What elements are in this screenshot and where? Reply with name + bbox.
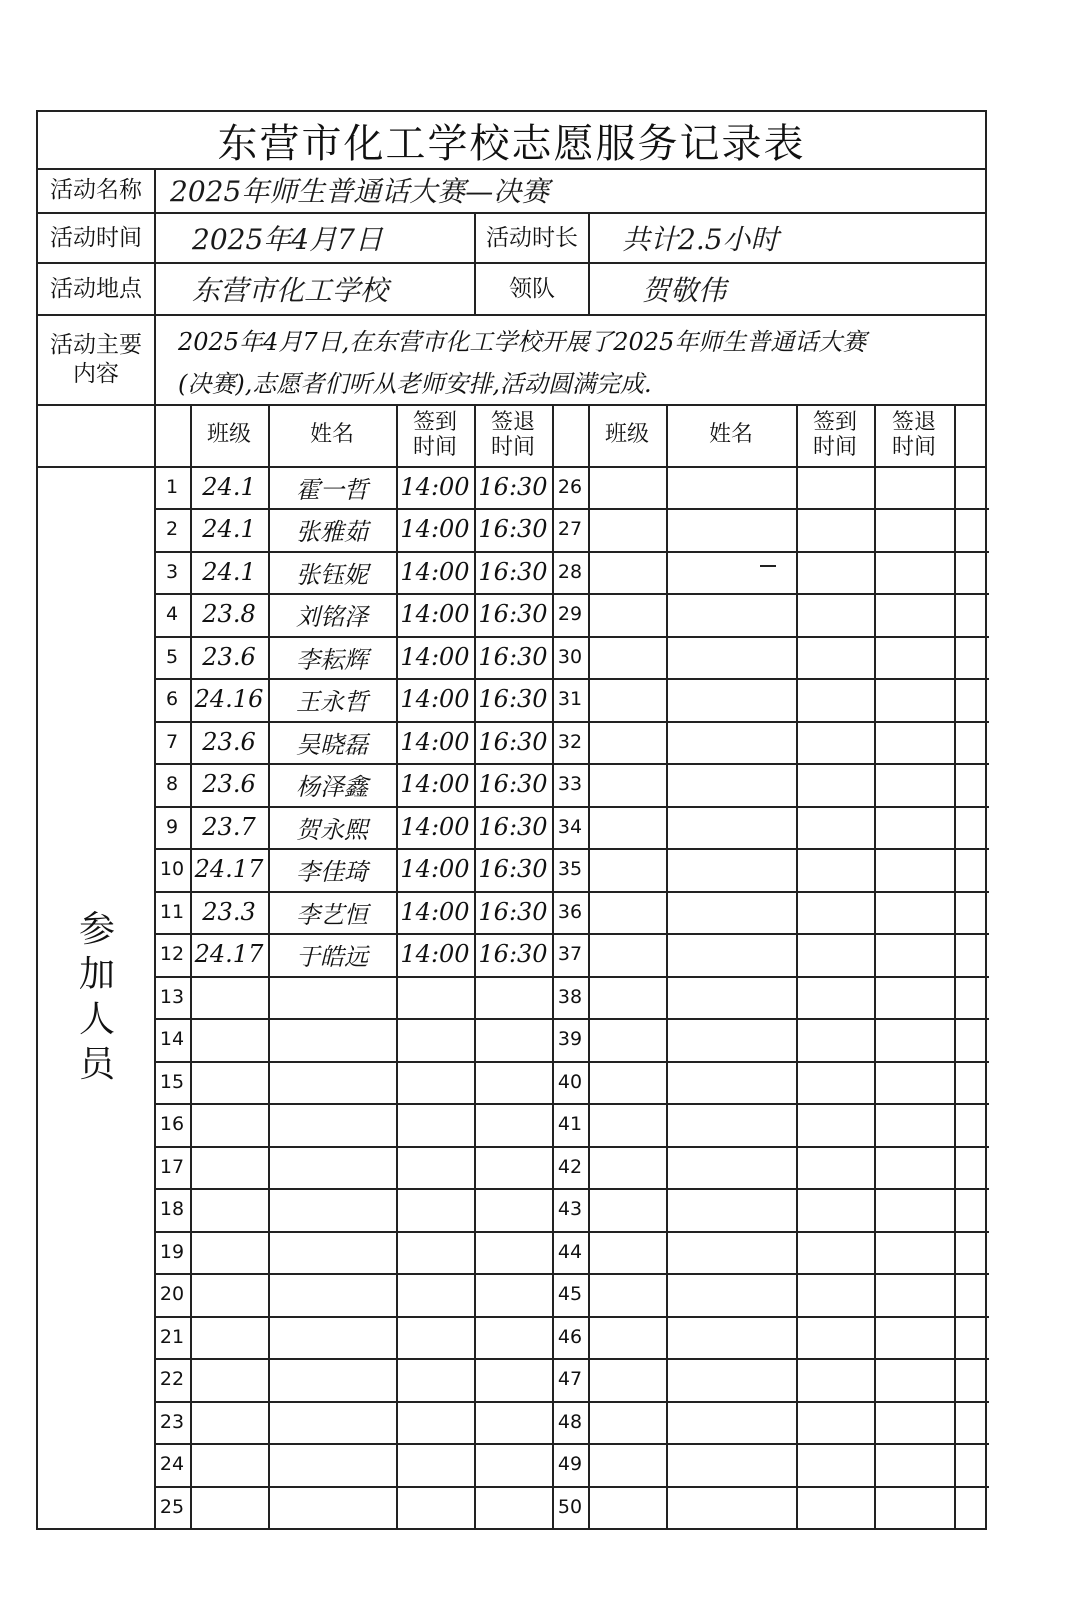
row-number: 14 bbox=[159, 1028, 185, 1050]
cell-sign-out bbox=[474, 1401, 552, 1443]
row-number: 34 bbox=[557, 816, 583, 838]
cell-name: 王永哲 bbox=[296, 687, 368, 716]
participants-label-char: 员 bbox=[78, 1044, 115, 1085]
cell-sign-out: 16:30 bbox=[478, 685, 548, 713]
cell-sign-in: 14:00 bbox=[400, 515, 470, 543]
cell-sign-in bbox=[396, 1103, 474, 1145]
row-number: 33 bbox=[557, 773, 583, 795]
cell-sign-out: 16:30 bbox=[478, 515, 548, 543]
cell-name bbox=[268, 1103, 396, 1145]
cell-sign-out bbox=[474, 1018, 552, 1060]
activity-time-label: 活动时间 bbox=[50, 224, 142, 251]
cell-sign-in: 14:00 bbox=[400, 898, 470, 926]
cell-class: 23.3 bbox=[202, 898, 256, 926]
cell-name bbox=[268, 1401, 396, 1443]
row-number: 36 bbox=[557, 901, 583, 923]
cell-class bbox=[190, 1061, 268, 1103]
cell-name bbox=[268, 976, 396, 1018]
cell-sign-in bbox=[396, 1273, 474, 1315]
cell-sign-in bbox=[396, 1018, 474, 1060]
row-number: 5 bbox=[165, 646, 179, 668]
row-number: 29 bbox=[557, 603, 583, 625]
row-number: 22 bbox=[159, 1368, 185, 1390]
cell-sign-out: 16:30 bbox=[478, 898, 548, 926]
row-number: 8 bbox=[165, 773, 179, 795]
cell-sign-in: 14:00 bbox=[400, 770, 470, 798]
row-number: 15 bbox=[159, 1071, 185, 1093]
cell-sign-out: 16:30 bbox=[478, 473, 548, 501]
cell-sign-in bbox=[396, 1061, 474, 1103]
row-number: 39 bbox=[557, 1028, 583, 1050]
cell-sign-out bbox=[474, 1273, 552, 1315]
header-sign-out-line-1: 签退 bbox=[891, 409, 936, 435]
cell-class: 23.8 bbox=[202, 600, 256, 628]
cell-name: 刘铭泽 bbox=[296, 602, 368, 631]
cell-class bbox=[190, 1018, 268, 1060]
cell-sign-in bbox=[396, 1401, 474, 1443]
row-number: 7 bbox=[165, 731, 179, 753]
pen-mark bbox=[760, 565, 776, 567]
cell-sign-out bbox=[474, 976, 552, 1018]
participants-label-char: 加 bbox=[78, 954, 115, 995]
row-number: 44 bbox=[557, 1241, 583, 1263]
row-number: 41 bbox=[557, 1113, 583, 1135]
cell-sign-in: 14:00 bbox=[400, 473, 470, 501]
cell-sign-out: 16:30 bbox=[478, 600, 548, 628]
cell-class bbox=[190, 1146, 268, 1188]
cell-sign-in: 14:00 bbox=[400, 600, 470, 628]
cell-name: 于皓远 bbox=[296, 942, 368, 971]
row-number: 26 bbox=[557, 476, 583, 498]
participants-label-char: 参 bbox=[78, 909, 115, 950]
header-sign-in bbox=[796, 404, 874, 466]
header-sign-out-line-1: 签退 bbox=[490, 409, 535, 435]
cell-sign-in: 14:00 bbox=[400, 685, 470, 713]
row-number: 17 bbox=[159, 1156, 185, 1178]
cell-class bbox=[190, 1401, 268, 1443]
row-number: 48 bbox=[557, 1411, 583, 1433]
row-number: 31 bbox=[557, 688, 583, 710]
activity-name-value: 2025年师生普通话大赛—决赛 bbox=[170, 175, 550, 208]
cell-sign-in bbox=[396, 1486, 474, 1528]
cell-sign-in bbox=[396, 1358, 474, 1400]
cell-sign-out: 16:30 bbox=[478, 855, 548, 883]
row-number: 18 bbox=[159, 1198, 185, 1220]
cell-name: 张雅茹 bbox=[296, 517, 368, 546]
cell-name bbox=[268, 1486, 396, 1528]
cell-sign-out bbox=[474, 1443, 552, 1485]
cell-class: 24.1 bbox=[202, 473, 256, 501]
row-number: 25 bbox=[159, 1496, 185, 1518]
cell-sign-in: 14:00 bbox=[400, 558, 470, 586]
content-line-1: 2025年4月7日,在东营市化工学校开展了2025年师生普通话大赛 bbox=[178, 328, 867, 356]
cell-class: 23.6 bbox=[202, 643, 256, 671]
cell-sign-in: 14:00 bbox=[400, 728, 470, 756]
cell-name bbox=[268, 1316, 396, 1358]
header-sign-in-line-1: 签到 bbox=[412, 409, 457, 435]
row-number: 38 bbox=[557, 986, 583, 1008]
cell-sign-out: 16:30 bbox=[478, 558, 548, 586]
cell-sign-in: 14:00 bbox=[400, 643, 470, 671]
leader-label: 领队 bbox=[509, 275, 555, 302]
cell-name bbox=[268, 1018, 396, 1060]
header-name: 姓名 bbox=[309, 422, 354, 448]
row-number: 28 bbox=[557, 561, 583, 583]
cell-sign-in bbox=[396, 1316, 474, 1358]
cell-name bbox=[268, 1188, 396, 1230]
header-sign-out bbox=[474, 404, 552, 466]
cell-class: 24.1 bbox=[202, 515, 256, 543]
cell-sign-in bbox=[396, 1231, 474, 1273]
row-number: 49 bbox=[557, 1453, 583, 1475]
cell-sign-out: 16:30 bbox=[478, 643, 548, 671]
cell-sign-out: 16:30 bbox=[478, 940, 548, 968]
leader-value: 贺敬伟 bbox=[642, 274, 727, 307]
header-sign-in bbox=[396, 404, 474, 466]
row-number: 40 bbox=[557, 1071, 583, 1093]
cell-name: 李艺恒 bbox=[296, 900, 368, 929]
cell-sign-out bbox=[474, 1231, 552, 1273]
cell-class bbox=[190, 1486, 268, 1528]
cell-name bbox=[268, 1061, 396, 1103]
content-label-line-2: 内容 bbox=[73, 361, 119, 387]
cell-name bbox=[268, 1273, 396, 1315]
cell-class bbox=[190, 1231, 268, 1273]
row-number: 6 bbox=[165, 688, 179, 710]
row-number: 46 bbox=[557, 1326, 583, 1348]
cell-name bbox=[268, 1146, 396, 1188]
row-number: 21 bbox=[159, 1326, 185, 1348]
location-value: 东营市化工学校 bbox=[192, 274, 389, 307]
cell-name bbox=[268, 1231, 396, 1273]
content-line-2: (决赛),志愿者们听从老师安排,活动圆满完成. bbox=[178, 370, 652, 398]
cell-class bbox=[190, 976, 268, 1018]
cell-name: 张钰妮 bbox=[296, 560, 368, 589]
row-number: 24 bbox=[159, 1453, 185, 1475]
row-number: 9 bbox=[165, 816, 179, 838]
cell-class: 24.16 bbox=[194, 685, 264, 713]
row-number: 47 bbox=[557, 1368, 583, 1390]
cell-sign-in bbox=[396, 976, 474, 1018]
divider bbox=[38, 314, 985, 316]
header-sign-in-line-2: 时间 bbox=[412, 435, 457, 460]
cell-sign-out bbox=[474, 1146, 552, 1188]
cell-class bbox=[190, 1443, 268, 1485]
row-number: 45 bbox=[557, 1283, 583, 1305]
cell-class bbox=[190, 1188, 268, 1230]
row-number: 20 bbox=[159, 1283, 185, 1305]
location-label: 活动地点 bbox=[50, 275, 142, 302]
cell-sign-out: 16:30 bbox=[478, 770, 548, 798]
cell-sign-in bbox=[396, 1146, 474, 1188]
cell-sign-out bbox=[474, 1358, 552, 1400]
cell-class: 24.17 bbox=[194, 855, 264, 883]
cell-class: 23.6 bbox=[202, 770, 256, 798]
header-sign-out bbox=[874, 404, 954, 466]
cell-class: 24.17 bbox=[194, 940, 264, 968]
header-class: 班级 bbox=[604, 422, 649, 448]
row-number: 3 bbox=[165, 561, 179, 583]
cell-sign-in: 14:00 bbox=[400, 855, 470, 883]
activity-name-label: 活动名称 bbox=[50, 176, 142, 203]
participants-section-label bbox=[38, 466, 156, 1528]
cell-sign-in: 14:00 bbox=[400, 940, 470, 968]
cell-name: 贺永熙 bbox=[296, 815, 368, 844]
row-number: 10 bbox=[159, 858, 185, 880]
cell-name: 李耘辉 bbox=[296, 645, 368, 674]
cell-sign-out bbox=[474, 1486, 552, 1528]
cell-sign-out: 16:30 bbox=[478, 728, 548, 756]
cell-sign-in bbox=[396, 1188, 474, 1230]
cell-sign-out bbox=[474, 1103, 552, 1145]
cell-sign-out bbox=[474, 1188, 552, 1230]
row-number: 23 bbox=[159, 1411, 185, 1433]
row-number: 43 bbox=[557, 1198, 583, 1220]
row-number: 35 bbox=[557, 858, 583, 880]
cell-name: 李佳琦 bbox=[296, 857, 368, 886]
sheet-title: 东营市化工学校志愿服务记录表 bbox=[217, 120, 806, 167]
activity-time-value: 2025年4月7日 bbox=[192, 223, 383, 256]
header-sign-out-line-2: 时间 bbox=[891, 435, 936, 460]
cell-sign-out: 16:30 bbox=[478, 813, 548, 841]
volunteer-record-sheet bbox=[36, 110, 987, 1530]
duration-value: 共计2.5小时 bbox=[622, 223, 779, 256]
row-number: 13 bbox=[159, 986, 185, 1008]
content-label-line-1: 活动主要 bbox=[50, 332, 142, 359]
header-class: 班级 bbox=[206, 422, 251, 448]
row-number: 30 bbox=[557, 646, 583, 668]
content-label bbox=[38, 316, 154, 404]
cell-name: 杨泽鑫 bbox=[296, 772, 368, 801]
row-number: 42 bbox=[557, 1156, 583, 1178]
duration-label: 活动时长 bbox=[486, 224, 578, 251]
row-number: 19 bbox=[159, 1241, 185, 1263]
participants-label-char: 人 bbox=[78, 999, 115, 1040]
row-number: 4 bbox=[165, 603, 179, 625]
cell-name: 霍一哲 bbox=[296, 475, 368, 504]
cell-class bbox=[190, 1358, 268, 1400]
header-sign-out-line-2: 时间 bbox=[490, 435, 535, 460]
cell-name bbox=[268, 1358, 396, 1400]
cell-class bbox=[190, 1103, 268, 1145]
cell-name: 吴晓磊 bbox=[296, 730, 368, 759]
cell-class: 23.6 bbox=[202, 728, 256, 756]
cell-sign-out bbox=[474, 1316, 552, 1358]
cell-sign-out bbox=[474, 1061, 552, 1103]
row-number: 50 bbox=[557, 1496, 583, 1518]
sheet-title-row bbox=[38, 112, 985, 170]
row-number: 12 bbox=[159, 943, 185, 965]
row-number: 37 bbox=[557, 943, 583, 965]
row-number: 16 bbox=[159, 1113, 185, 1135]
row-number: 1 bbox=[165, 476, 179, 498]
row-number: 2 bbox=[165, 518, 179, 540]
cell-sign-in: 14:00 bbox=[400, 813, 470, 841]
row-number: 27 bbox=[557, 518, 583, 540]
row-number: 32 bbox=[557, 731, 583, 753]
cell-sign-in bbox=[396, 1443, 474, 1485]
cell-class bbox=[190, 1316, 268, 1358]
header-name: 姓名 bbox=[708, 422, 753, 448]
header-sign-in-line-1: 签到 bbox=[812, 409, 857, 435]
cell-name bbox=[268, 1443, 396, 1485]
divider bbox=[588, 212, 590, 314]
row-number: 11 bbox=[159, 901, 185, 923]
cell-class bbox=[190, 1273, 268, 1315]
cell-class: 23.7 bbox=[202, 813, 256, 841]
cell-class: 24.1 bbox=[202, 558, 256, 586]
header-sign-in-line-2: 时间 bbox=[812, 435, 857, 460]
